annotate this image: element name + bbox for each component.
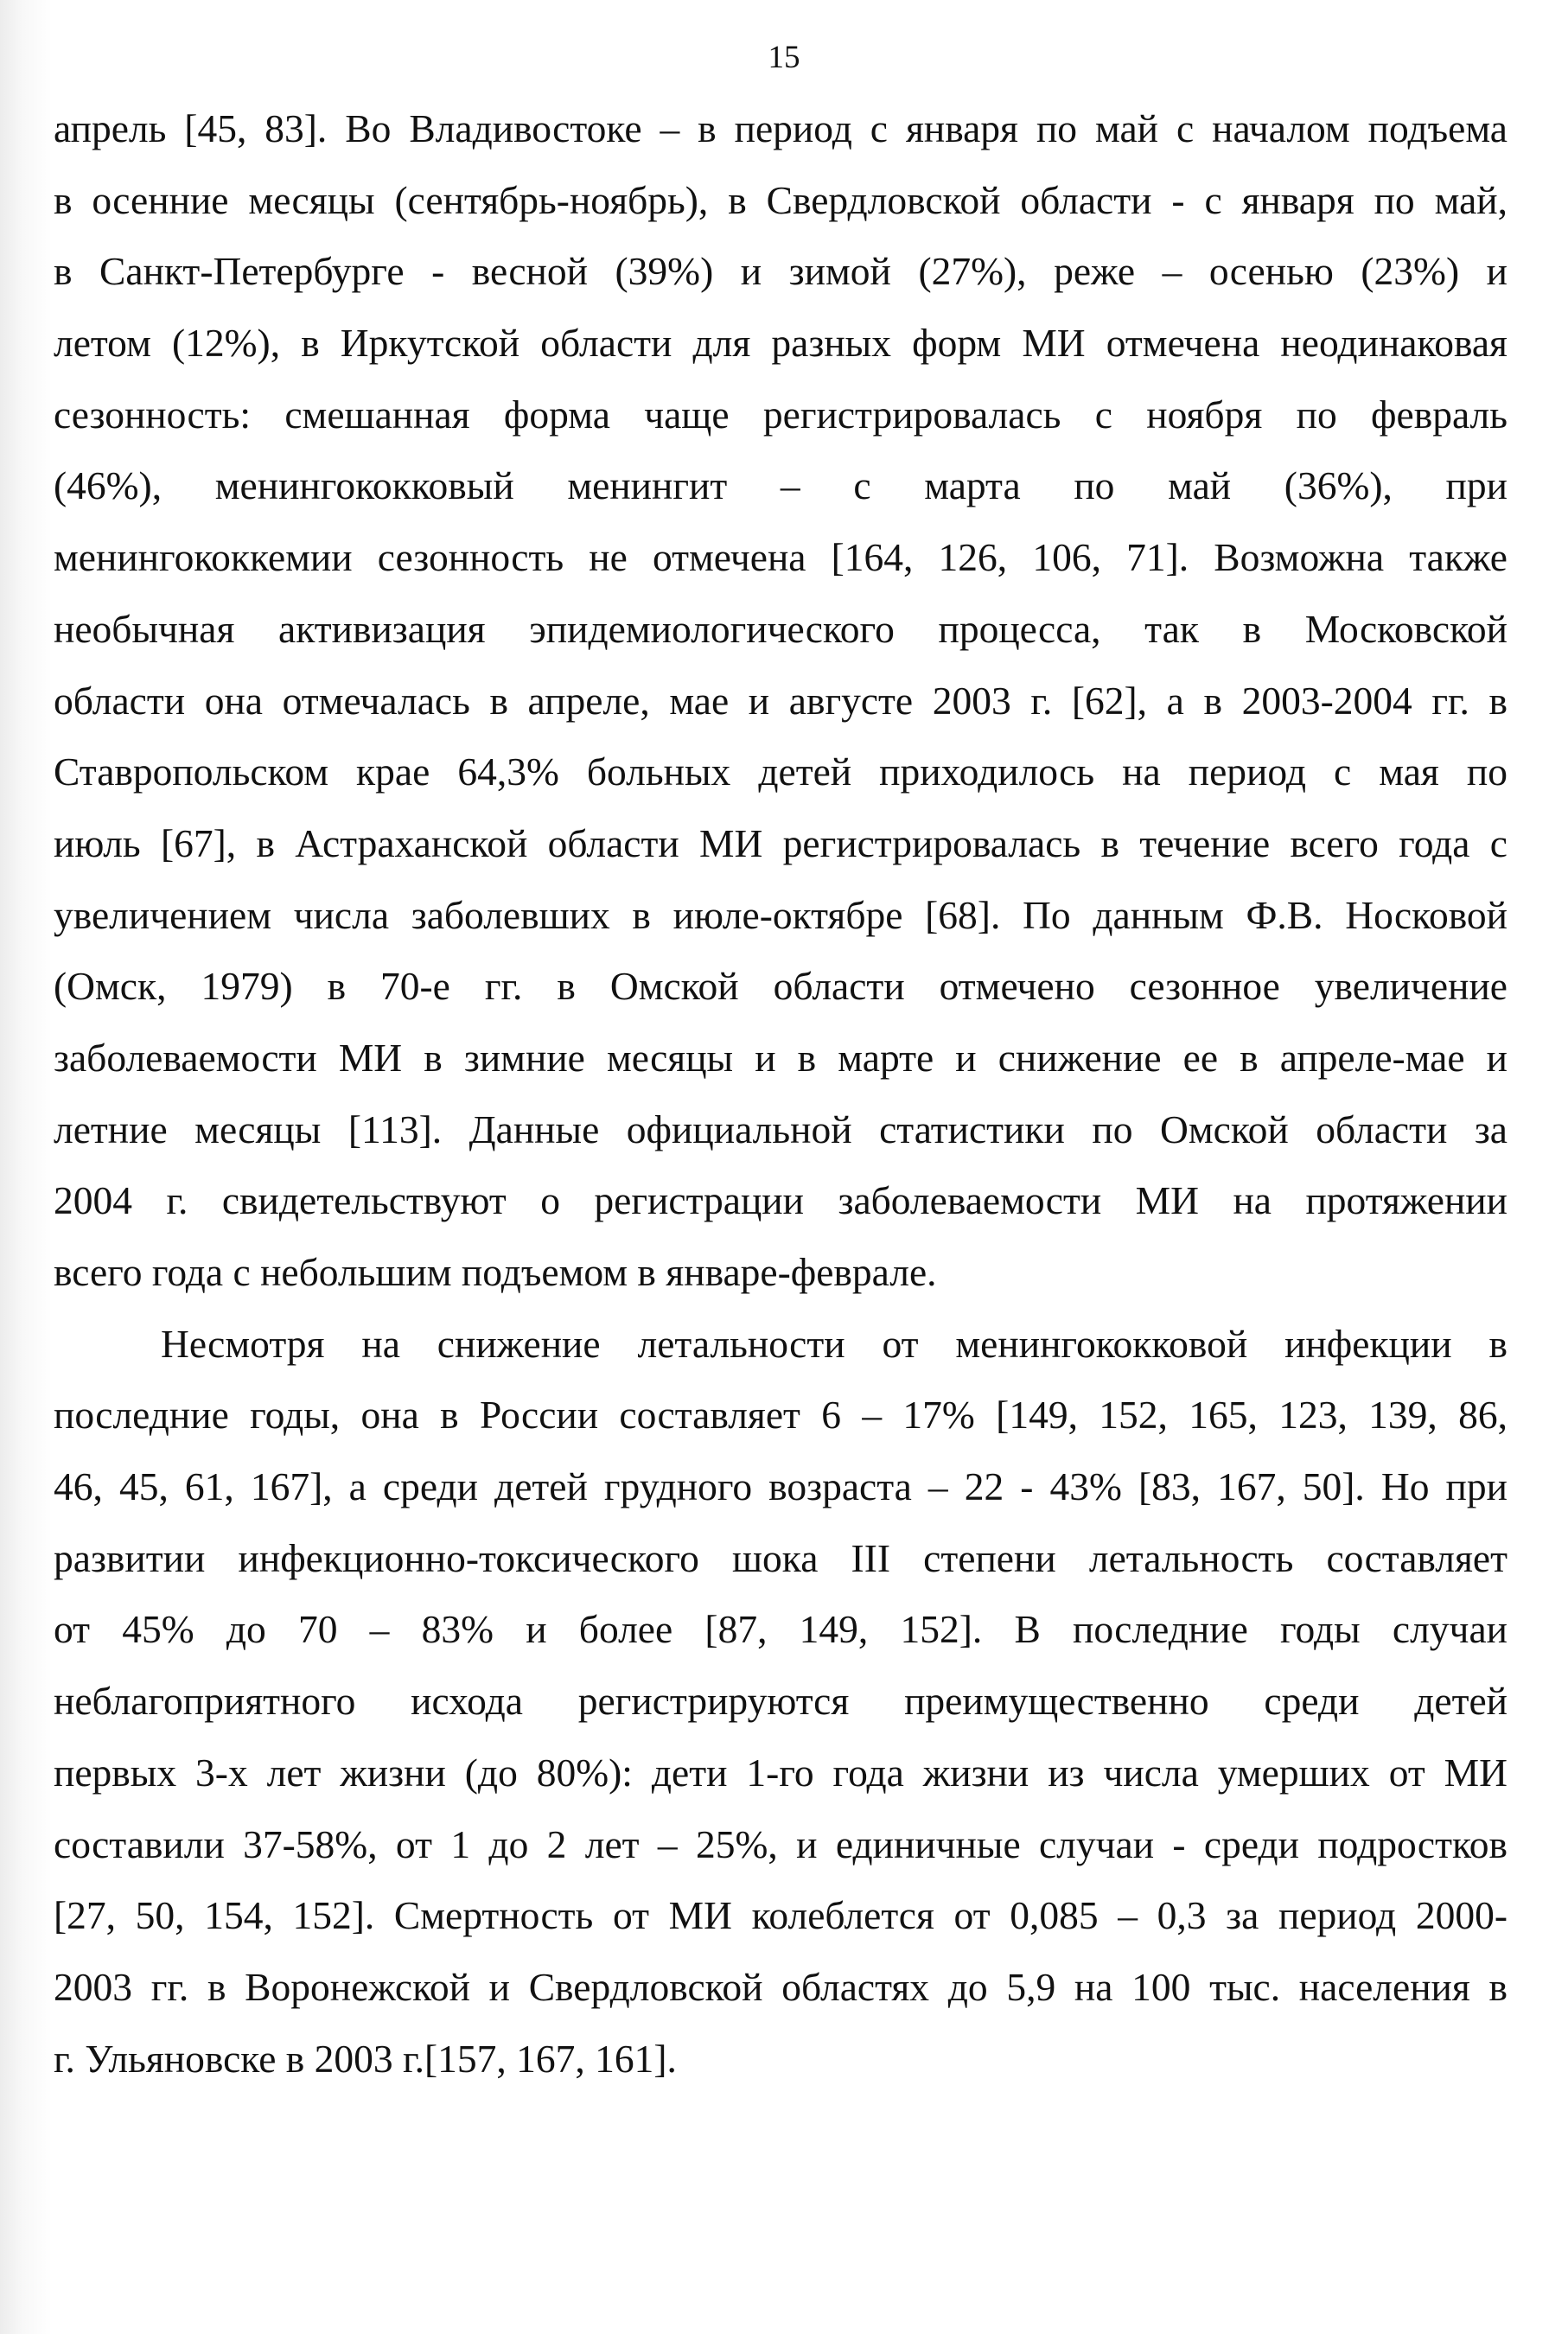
page-number: 15 [768,40,800,75]
text-line: увеличением числа заболевших в июле-октябре [68]. По данным Ф.В. Носковой [54,892,1507,937]
paragraph-1 [54,93,1507,1309]
text-line: заболеваемости МИ в зимние месяцы и в марте и снижение ее в апреле-мае и [54,1035,1507,1080]
text-line: составили 37-58%, от 1 до 2 лет – 25%, и единичные случаи - среди подростков [54,1821,1507,1866]
text-line: Несмотря на снижение летальности от менингококковой инфекции в [161,1321,1507,1366]
text-line: первых 3-х лет жизни (до 80%): дети 1-го года жизни из числа умерших от МИ [54,1750,1507,1795]
text-line: летние месяцы [113]. Данные официальной статистики по Омской области за [54,1106,1507,1151]
text-line: области она отмечалась в апреле, мае и августе 2003 г. [62], а в 2003-2004 гг. в [54,678,1507,723]
text-line: летом (12%), в Иркутской области для разных форм МИ отмечена неодинаковая [54,321,1507,366]
text-line: от 45% до 70 – 83% и более [87, 149, 152]. В последние годы случаи [54,1607,1507,1652]
text-line: 46, 45, 61, 167], а среди детей грудного возраста – 22 - 43% [83, 167, 50]. Но при [54,1464,1507,1509]
body-text [54,93,1507,2095]
text-line: (Омск, 1979) в 70-е гг. в Омской области отмечено сезонное увеличение [54,964,1507,1009]
text-line: 2004 г. свидетельствуют о регистрации заболеваемости МИ на протяжении [54,1178,1507,1223]
text-line: июль [67], в Астраханской области МИ регистрировалась в течение всего года с [54,820,1507,865]
text-line: в осенние месяцы (сентябрь-ноябрь), в Свердловской области - с января по май, [54,177,1507,222]
text-line: г. Ульяновске в 2003 г.[157, 167, 161]. [54,2036,677,2081]
text-line: последние годы, она в России составляет 6 – 17% [149, 152, 165, 123, 139, 86, [54,1393,1507,1438]
text-line: в Санкт-Петербурге - весной (39%) и зимой (27%), реже – осенью (23%) и [54,249,1507,294]
text-line: апрель [45, 83]. Во Владивостоке – в период с января по май с началом подъема [54,106,1507,150]
text-line: Ставропольском крае 64,3% больных детей приходилось на период с мая по [54,749,1507,794]
paragraph-2 [54,1309,1507,2095]
scan-shadow-edge [0,0,52,2334]
text-line: менингококкемии сезонность не отмечена [164, 126, 106, 71]. Возможна также [54,535,1507,580]
text-line: неблагоприятного исхода регистрируются преимущественно среди детей [54,1679,1507,1724]
text-line: сезонность: смешанная форма чаще регистрировалась с ноября по февраль [54,392,1507,437]
text-line: (46%), менингококковый менингит – с марта по май (36%), при [54,463,1507,508]
text-line: всего года с небольшим подъемом в январе-феврале. [54,1250,937,1294]
text-line: [27, 50, 154, 152]. Смертность от МИ колеблется от 0,085 – 0,3 за период 2000- [54,1893,1507,1938]
text-line: необычная активизация эпидемиологического процесса, так в Московской [54,606,1507,651]
text-line: развитии инфекционно-токсического шока III степени летальность составляет [54,1535,1507,1580]
text-line: 2003 гг. в Воронежской и Свердловской областях до 5,9 на 100 тыс. населения в [54,1964,1507,2009]
